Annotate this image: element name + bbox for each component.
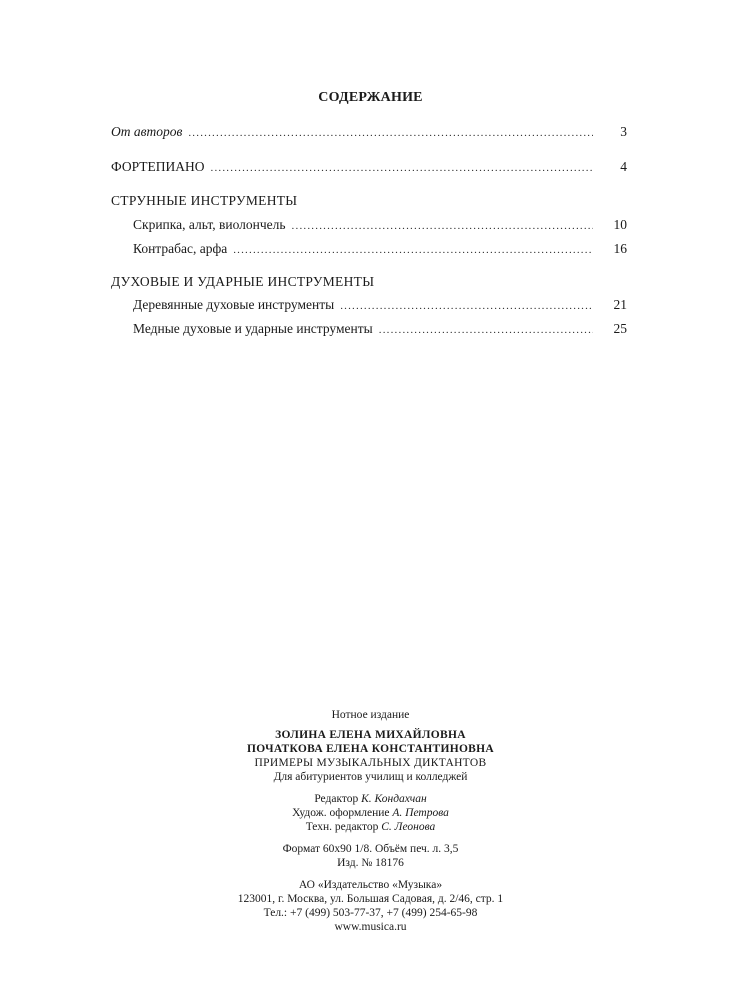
toc-leader-dots xyxy=(379,321,593,339)
toc-entry-label: Медные духовые и ударные инструменты xyxy=(133,321,373,336)
format-line: Формат 60х90 1/8. Объём печ. л. 3,5 xyxy=(282,843,459,855)
toc-entry-page: 10 xyxy=(613,217,627,232)
edition-number: Изд. № 18176 xyxy=(337,857,404,869)
toc-entry-label: Деревянные духовые инструменты xyxy=(133,297,335,312)
edition-type: Нотное издание xyxy=(331,709,410,721)
toc-entry-label: Скрипка, альт, виолончель xyxy=(133,217,286,232)
book-title: ПРИМЕРЫ МУЗЫКАЛЬНЫХ ДИКТАНТОВ xyxy=(254,757,487,769)
author-2: ПОЧАТКОВА ЕЛЕНА КОНСТАНТИНОВНА xyxy=(246,743,495,755)
publisher-website[interactable]: www.musica.ru xyxy=(334,921,407,933)
toc-entry-label: От авторов xyxy=(111,124,183,139)
audience: Для абитуриентов училищ и колледжей xyxy=(273,771,468,783)
toc-leader-dots xyxy=(340,297,593,315)
editor-line xyxy=(0,792,741,806)
toc-leader-dots xyxy=(292,217,593,235)
editor-label: Редактор xyxy=(314,793,359,805)
tech-editor-name: С. Леонова xyxy=(381,821,436,833)
toc-entry-doublebass-harp[interactable] xyxy=(133,240,627,259)
editor-name: К. Кондахчан xyxy=(361,793,427,805)
toc-entry-page: 4 xyxy=(620,159,627,174)
toc-entry-page: 21 xyxy=(613,297,627,312)
toc-entry-from-authors[interactable] xyxy=(111,123,627,142)
toc-entry-brass-percussion[interactable] xyxy=(133,320,627,339)
toc-entry-page: 3 xyxy=(620,124,627,139)
toc-entry-page: 25 xyxy=(613,321,627,336)
imprint-block xyxy=(0,708,741,934)
toc-entry-label: Контрабас, арфа xyxy=(133,241,228,256)
tech-editor-label: Техн. редактор xyxy=(305,821,379,833)
publisher-name: АО «Издательство «Музыка» xyxy=(298,879,443,891)
toc-leader-dots xyxy=(233,241,593,259)
toc-entry-page: 16 xyxy=(613,241,627,256)
toc-entry-violin-viola-cello[interactable] xyxy=(133,216,627,235)
publisher-phone: Тел.: +7 (499) 503-77-37, +7 (499) 254-65-98 xyxy=(263,907,478,919)
toc-leader-dots xyxy=(188,124,593,142)
artist-label: Худож. оформление xyxy=(292,807,390,819)
toc-section-winds-percussion[interactable]: ДУХОВЫЕ И УДАРНЫЕ ИНСТРУМЕНТЫ xyxy=(111,274,375,289)
toc-entry-label: ФОРТЕПИАНО xyxy=(111,159,205,174)
author-1: ЗОЛИНА ЕЛЕНА МИХАЙЛОВНА xyxy=(275,729,466,741)
artist-name: А. Петрова xyxy=(392,807,449,819)
tech-editor-line xyxy=(0,820,741,834)
toc-leader-dots xyxy=(211,159,594,177)
toc-entry-piano[interactable] xyxy=(111,158,627,177)
toc-title: СОДЕРЖАНИЕ xyxy=(318,90,423,105)
toc-entry-woodwinds[interactable] xyxy=(133,296,627,315)
toc-section-strings[interactable]: СТРУННЫЕ ИНСТРУМЕНТЫ xyxy=(111,193,298,208)
publisher-address: 123001, г. Москва, ул. Большая Садовая, д. 2/46, стр. 1 xyxy=(237,893,504,905)
artist-line xyxy=(0,806,741,820)
